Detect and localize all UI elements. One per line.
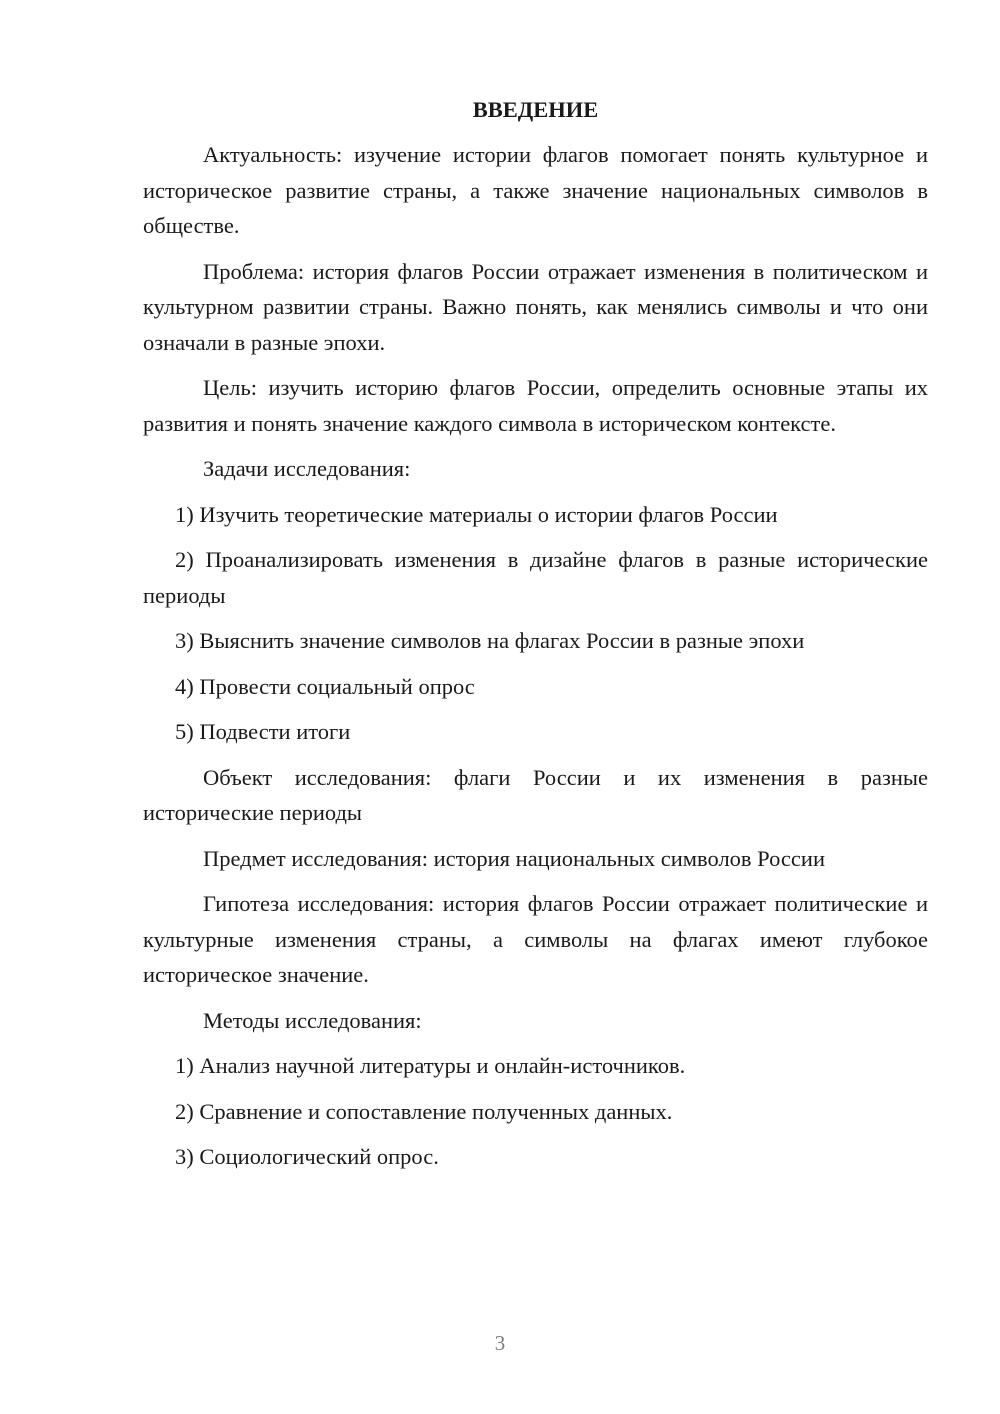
paragraph-relevance: Актуальность: изучение истории флагов помогает понять культурное и историческое развитие страны, а также значение национальных символов в обществе. (143, 142, 928, 238)
paragraph-tasks-heading: Задачи исследования: (203, 456, 411, 481)
document-page (143, 92, 928, 1185)
method-item-2: 2) Сравнение и сопоставление полученных данных. (175, 1098, 673, 1124)
paragraph-subject: Предмет исследования: история национальных символов России (203, 845, 825, 871)
method-item-1: 1) Анализ научной литературы и онлайн-источников. (175, 1053, 686, 1078)
paragraph-problem: Проблема: история флагов России отражает изменения в политическом и культурном развитии страны. Важно понять, как менялись символы и что они означали в разные эпохи. (143, 258, 928, 355)
task-item-2: 2) Проанализировать изменения в дизайне флагов в разные исторические периоды (143, 547, 928, 608)
section-heading: ВВЕДЕНИЕ (472, 97, 599, 122)
page-number: 3 (494, 1331, 506, 1355)
task-item-3: 3) Выяснить значение символов на флагах России в разные эпохи (175, 628, 805, 653)
task-item-1: 1) Изучить теоретические материалы о истории флагов России (175, 501, 778, 527)
paragraph-hypothesis: Гипотеза исследования: история флагов России отражает политические и культурные изменения страны, а символы на флагах имеют глубокое историческое значение. (143, 891, 928, 987)
method-item-3: 3) Социологический опрос. (175, 1144, 439, 1169)
task-item-4: 4) Провести социальный опрос (175, 673, 475, 699)
task-item-5: 5) Подвести итоги (175, 719, 351, 744)
paragraph-goal: Цель: изучить историю флагов России, определить основные этапы их развития и понять значение каждого символа в историческом контексте. (143, 375, 928, 436)
paragraph-methods-heading: Методы исследования: (203, 1007, 422, 1033)
paragraph-object: Объект исследования: флаги России и их изменения в разные исторические периоды (143, 764, 928, 825)
